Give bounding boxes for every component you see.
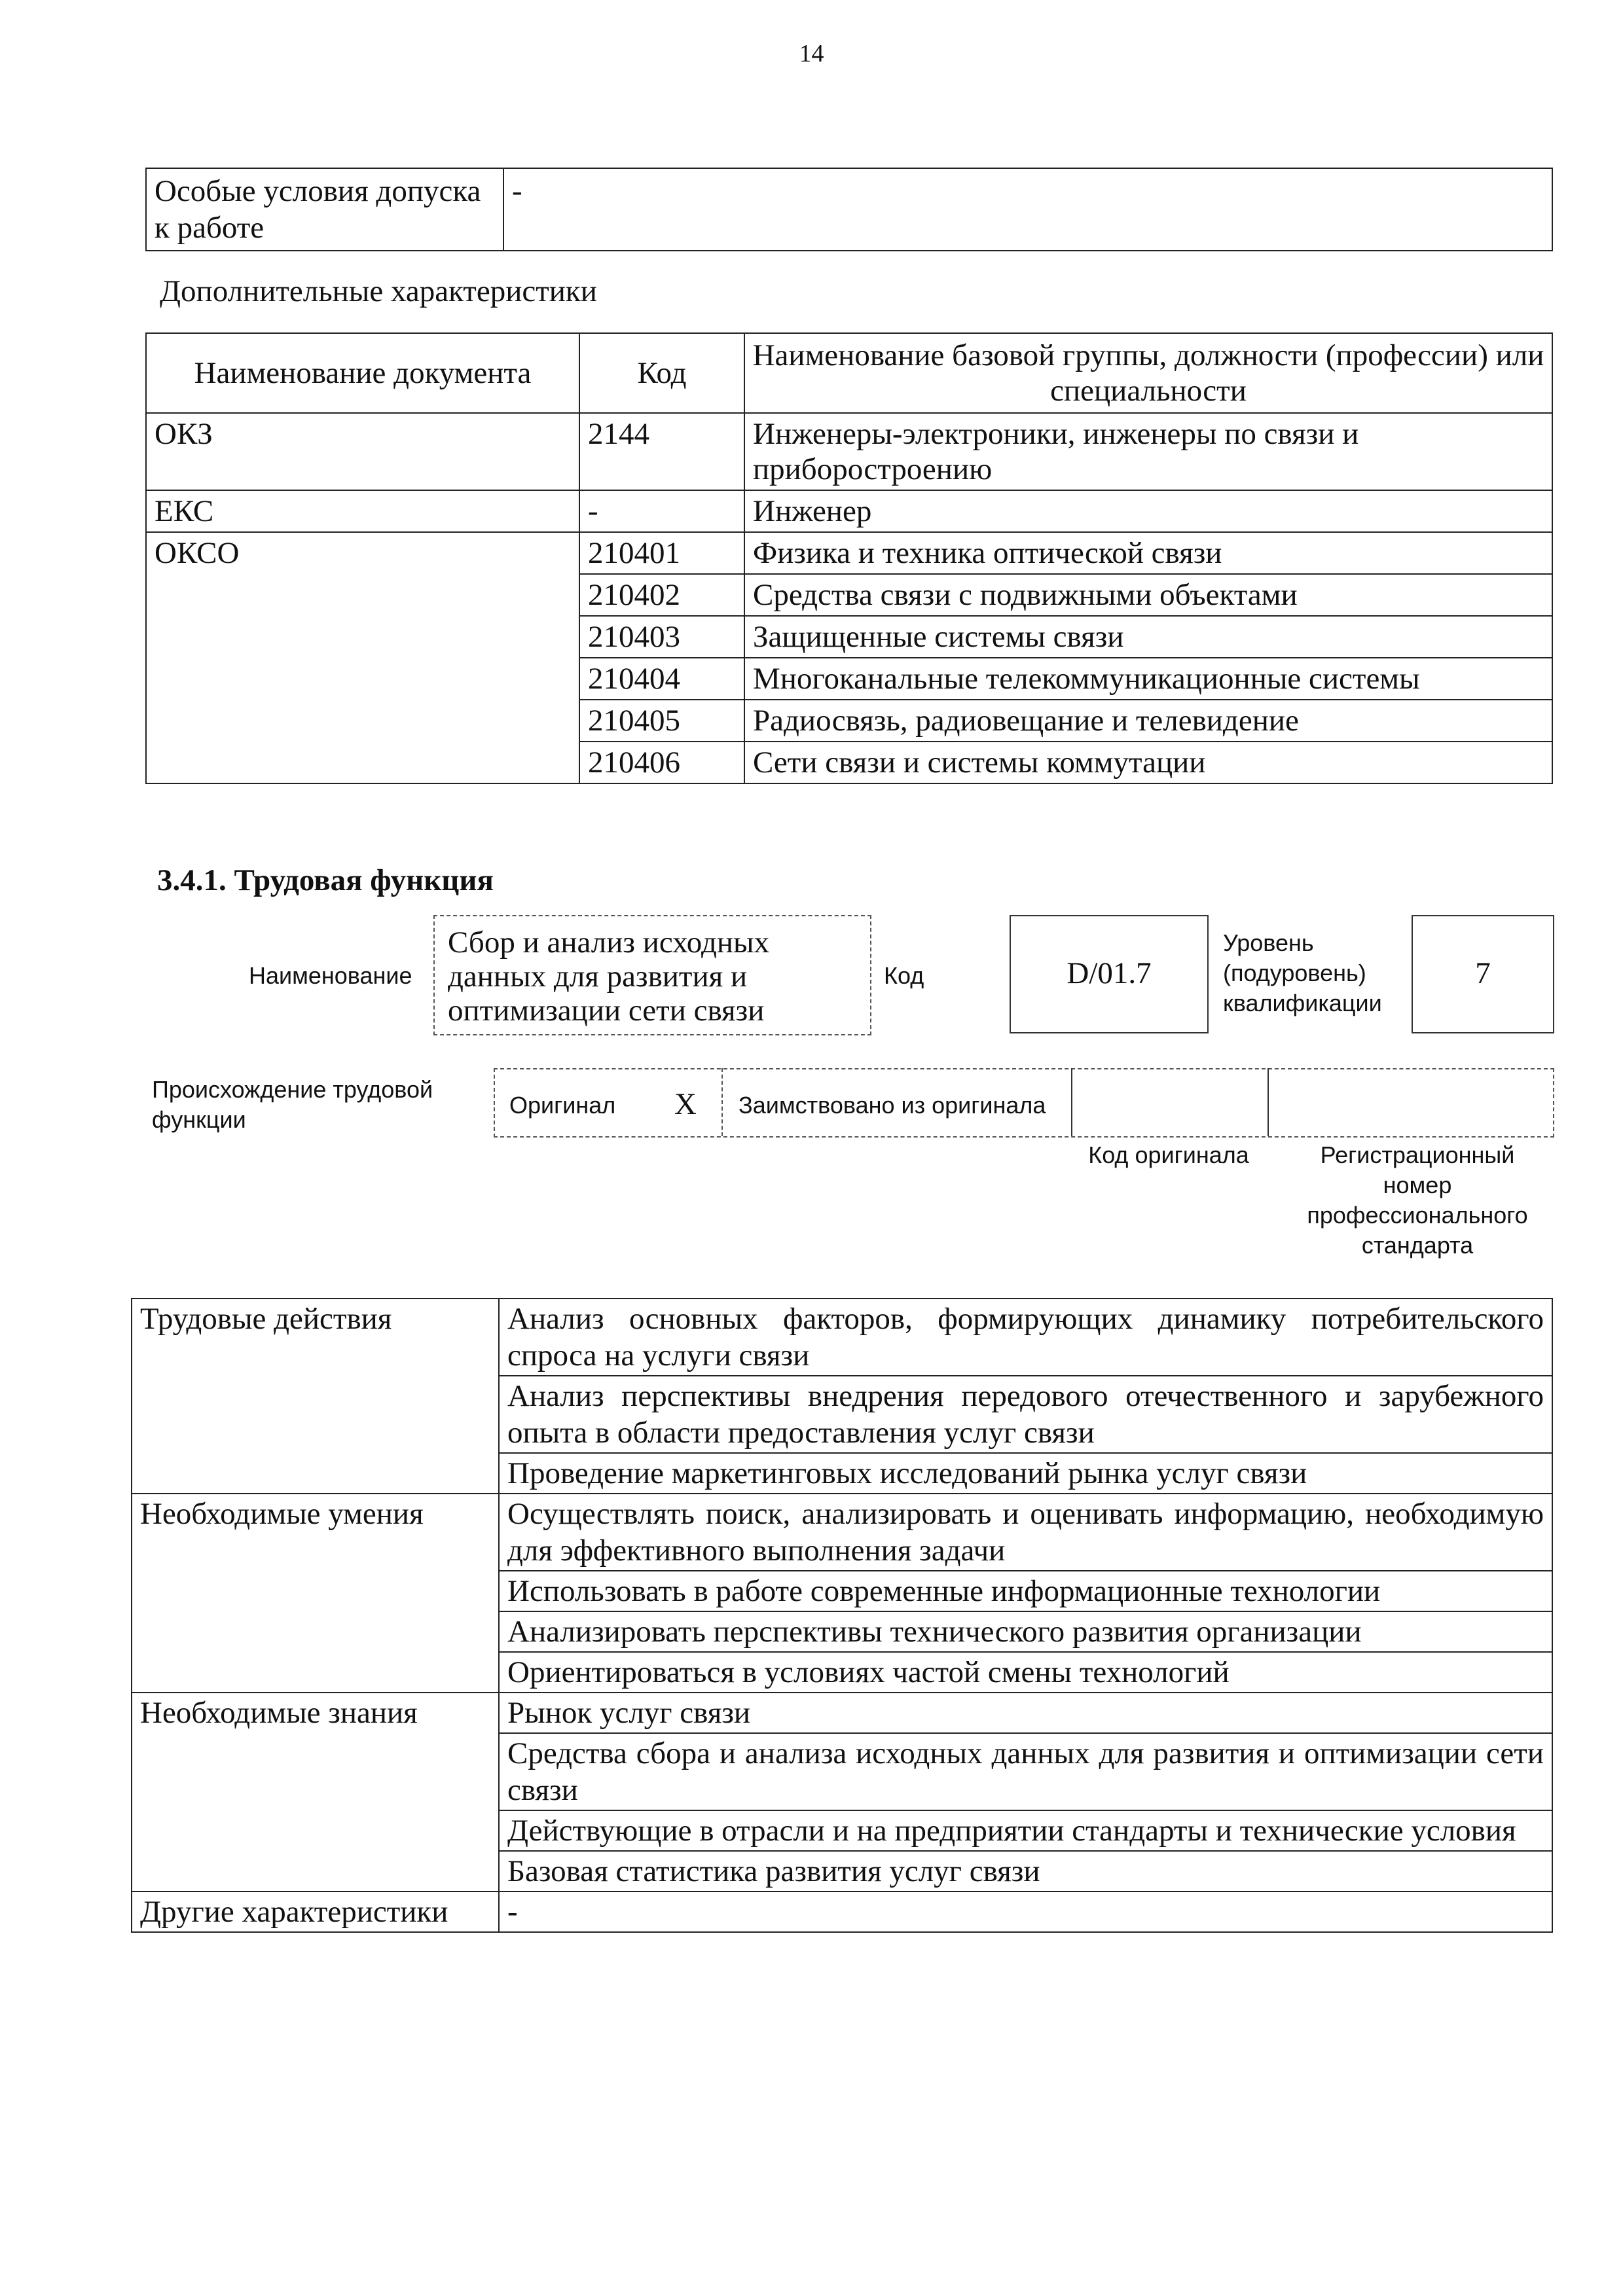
category-cell: Трудовые действия [132,1299,499,1494]
extra-doc-cell: ОКЗ [146,413,579,490]
description-cell: Использовать в работе современные информационные технологии [499,1571,1552,1611]
origin-divider-1 [721,1068,723,1136]
origin-label: Происхождение трудовой функции [152,1076,433,1133]
extra-code-cell: 210404 [579,658,744,700]
extra-name-cell: Инженеры-электроники, инженеры по связи и приборостроению [744,413,1552,490]
level-label: Уровень (подуровень) квалификации [1223,929,1382,1016]
name-value: Сбор и анализ исходных данных для развития и оптимизации сети связи [448,925,770,1028]
actions-row [132,1299,1552,1376]
conditions-label: Особые условия допуска к работе [146,168,503,251]
extra-name-cell: Радиосвязь, радиовещание и телевидение [744,700,1552,742]
origin-divider-2 [1071,1068,1072,1136]
extra-name-cell: Инженер [744,490,1552,532]
code-original-label: Код оригинала [1088,1141,1249,1168]
extra-code-cell: 210403 [579,616,744,658]
category-cell: Необходимые знания [132,1693,499,1892]
extra-code-cell: 210401 [579,532,744,574]
extra-name-cell: Многоканальные телекоммуникационные системы [744,658,1552,700]
level-value: 7 [1475,956,1491,990]
description-cell: Ориентироваться в условиях частой смены технологий [499,1652,1552,1693]
extra-table [145,332,1553,784]
name-label: Наименование [249,962,412,989]
actions-row [132,1892,1552,1932]
description-cell: - [499,1892,1552,1932]
original-mark: X [674,1087,697,1121]
extra-row [146,490,1552,532]
origin-divider-3 [1267,1068,1269,1136]
extra-doc-cell: ЕКС [146,490,579,532]
description-cell: Базовая статистика развития услуг связи [499,1851,1552,1892]
code-value: D/01.7 [1067,956,1152,990]
extra-code-cell: 210406 [579,742,744,783]
description-cell: Анализ перспективы внедрения передового отечественного и зарубежного опыта в области предоставления услуг связи [499,1376,1552,1453]
header-doc: Наименование документа [146,333,579,413]
category-cell: Необходимые умения [132,1494,499,1693]
description-cell: Осуществлять поиск, анализировать и оценивать информацию, необходимую для эффективного выполнения задачи [499,1494,1552,1571]
description-cell: Анализ основных факторов, формирующих динамику потребительского спроса на услуги связи [499,1299,1552,1376]
extra-code-cell: 210405 [579,700,744,742]
extra-row [146,532,1552,574]
description-cell: Проведение маркетинговых исследований рынка услуг связи [499,1453,1552,1494]
extra-code-cell: 210402 [579,574,744,616]
description-cell: Анализировать перспективы технического развития организации [499,1611,1552,1652]
function-title: 3.4.1. Трудовая функция [157,863,494,897]
extra-name-cell: Физика и техника оптической связи [744,532,1552,574]
original-label: Оригинал [509,1092,616,1119]
name-box [433,915,871,1035]
borrowed-label: Заимствовано из оригинала [739,1092,1046,1119]
actions-table [131,1298,1553,1933]
extra-name-cell: Сети связи и системы коммутации [744,742,1552,783]
conditions-table [145,168,1553,251]
category-cell: Другие характеристики [132,1892,499,1932]
extra-code-cell: 2144 [579,413,744,490]
extra-heading: Дополнительные характеристики [160,274,597,308]
header-code: Код [579,333,744,413]
code-box [1010,915,1209,1033]
header-name: Наименование базовой группы, должности (профессии) или специальности [744,333,1552,413]
extra-name-cell: Средства связи с подвижными объектами [744,574,1552,616]
description-cell: Средства сбора и анализа исходных данных для развития и оптимизации сети связи [499,1733,1552,1810]
extra-code-cell: - [579,490,744,532]
level-box [1412,915,1554,1033]
reg-number-label: Регистрационный номер профессионального стандарта [1307,1141,1528,1259]
extra-doc-cell: ОКСО [146,532,579,783]
description-cell: Рынок услуг связи [499,1693,1552,1733]
page-number: 14 [799,40,824,67]
code-label: Код [884,962,924,989]
description-cell: Действующие в отрасли и на предприятии стандарты и технические условия [499,1810,1552,1851]
actions-row [132,1693,1552,1733]
extra-row [146,413,1552,490]
actions-row [132,1494,1552,1571]
extra-name-cell: Защищенные системы связи [744,616,1552,658]
conditions-value: - [503,168,1552,251]
